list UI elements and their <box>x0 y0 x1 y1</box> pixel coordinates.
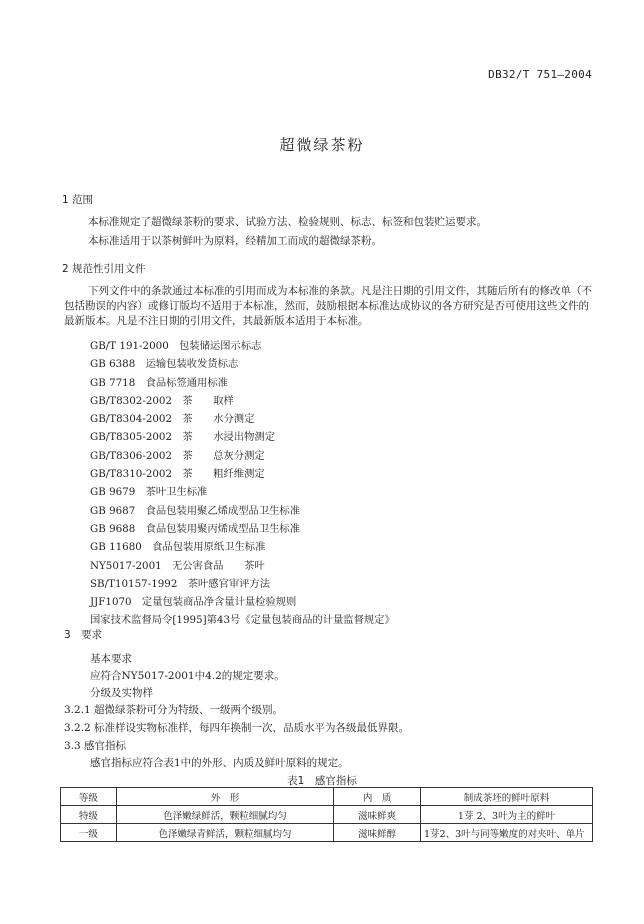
header-grade: 等级 <box>61 788 117 806</box>
reference-item: GB/T8304-2002 茶 水分测定 <box>90 413 255 426</box>
table-header-row <box>61 788 593 806</box>
cell-raw-material: 1芽2、3叶与同等嫩度的对夹叶、单片 <box>421 824 593 842</box>
section-1-heading: 1 范围 <box>62 194 94 206</box>
section-1-para-2: 本标准适用于以茶树鲜叶为原料，经精加工而成的超微绿茶粉。 <box>88 235 382 247</box>
table-caption: 表1 感官指标 <box>287 775 357 787</box>
page-title: 超微绿茶粉 <box>279 136 365 154</box>
section-2-heading: 2 规范性引用文件 <box>62 263 146 275</box>
reference-item: GB 9688 食品包装用聚丙烯成型品卫生标准 <box>90 522 301 535</box>
reference-item: GB/T8302-2002 茶 取样 <box>90 394 234 407</box>
section-1-para-1: 本标准规定了超微绿茶粉的要求、试验方法、检验规则、标志、标签和包装贮运要求。 <box>88 216 487 228</box>
reference-item: GB 6388 运输包装收发货标志 <box>90 358 239 371</box>
reference-list <box>90 337 395 630</box>
standard-code: DB32/T 751—2004 <box>488 68 592 81</box>
section-3-heading: 3 要求 <box>64 629 103 641</box>
cell-quality: 滋味鲜爽 <box>334 806 421 824</box>
cell-quality: 滋味鲜醇 <box>334 824 421 842</box>
reference-item: JJF1070 定量包装商品净含量计量检验规则 <box>90 596 297 609</box>
reference-item: NY5017-2001 无公害食品 茶叶 <box>90 559 265 572</box>
reference-item: GB/T8310-2002 茶 粗纤维测定 <box>90 468 265 481</box>
reference-item: GB/T 191-2000 包装储运图示标志 <box>90 340 262 352</box>
header-appearance: 外 形 <box>116 788 333 806</box>
reference-item: SB/T10157-1992 茶叶感官审评方法 <box>90 577 271 590</box>
cell-grade: 一级 <box>61 824 117 842</box>
reference-item: GB 9679 茶叶卫生标准 <box>90 486 208 499</box>
cell-appearance: 色泽嫩绿青鲜活，颗粒细腻均匀 <box>116 824 333 842</box>
reference-item: GB 9687 食品包装用聚乙烯成型品卫生标准 <box>90 504 301 517</box>
sensory-table <box>60 787 593 842</box>
table-row <box>61 824 593 842</box>
grading-heading: 分级及实物样 <box>90 687 153 699</box>
header-quality: 内 质 <box>334 788 421 806</box>
clause-3-3-heading: 3.3 感官指标 <box>64 740 127 752</box>
section-2-intro: 下列文件中的条款通过本标准的引用而成为本标准的条款。凡是注日期的引用文件，其随后所有的修改单（不包括勘误的内容）或修订版均不适用于本标准，然而，鼓励根据本标准达成协议的各方研究是否可使用这些文件的最新版本。凡是不注日期的引用文件，其最新版本适用于本标准。 <box>64 285 592 327</box>
cell-appearance: 色泽嫩绿鲜活，颗粒细腻均匀 <box>116 806 333 824</box>
reference-item: GB/T8306-2002 茶 总灰分测定 <box>90 449 265 462</box>
reference-item: GB 11680 食品包装用原纸卫生标准 <box>90 541 266 554</box>
clause-3-3-text: 感官指标应符合表1中的外形、内质及鲜叶原料的规定。 <box>90 757 349 769</box>
reference-item: GB 7718 食品标签通用标准 <box>90 376 228 389</box>
basic-requirements-text: 应符合NY5017-2001中4.2的规定要求。 <box>90 670 285 682</box>
cell-raw-material: 1芽 2、3叶为主的鲜叶 <box>421 806 593 824</box>
clause-3-2-1: 3.2.1 超微绿茶粉可分为特级、一级两个级别。 <box>64 704 284 716</box>
header-raw-material: 制成茶坯的鲜叶原料 <box>421 788 593 806</box>
cell-grade: 特级 <box>61 806 117 824</box>
reference-item: 国家技术监督局令[1995]第43号《定量包装商品的计量监督规定》 <box>90 614 395 627</box>
basic-requirements-heading: 基本要求 <box>90 653 132 665</box>
table-row <box>61 806 593 824</box>
reference-item: GB/T8305-2002 茶 水浸出物测定 <box>90 431 275 444</box>
clause-3-2-2: 3.2.2 标准样设实物标准样，每四年换制一次，品质水平为各级最低界限。 <box>64 722 410 734</box>
